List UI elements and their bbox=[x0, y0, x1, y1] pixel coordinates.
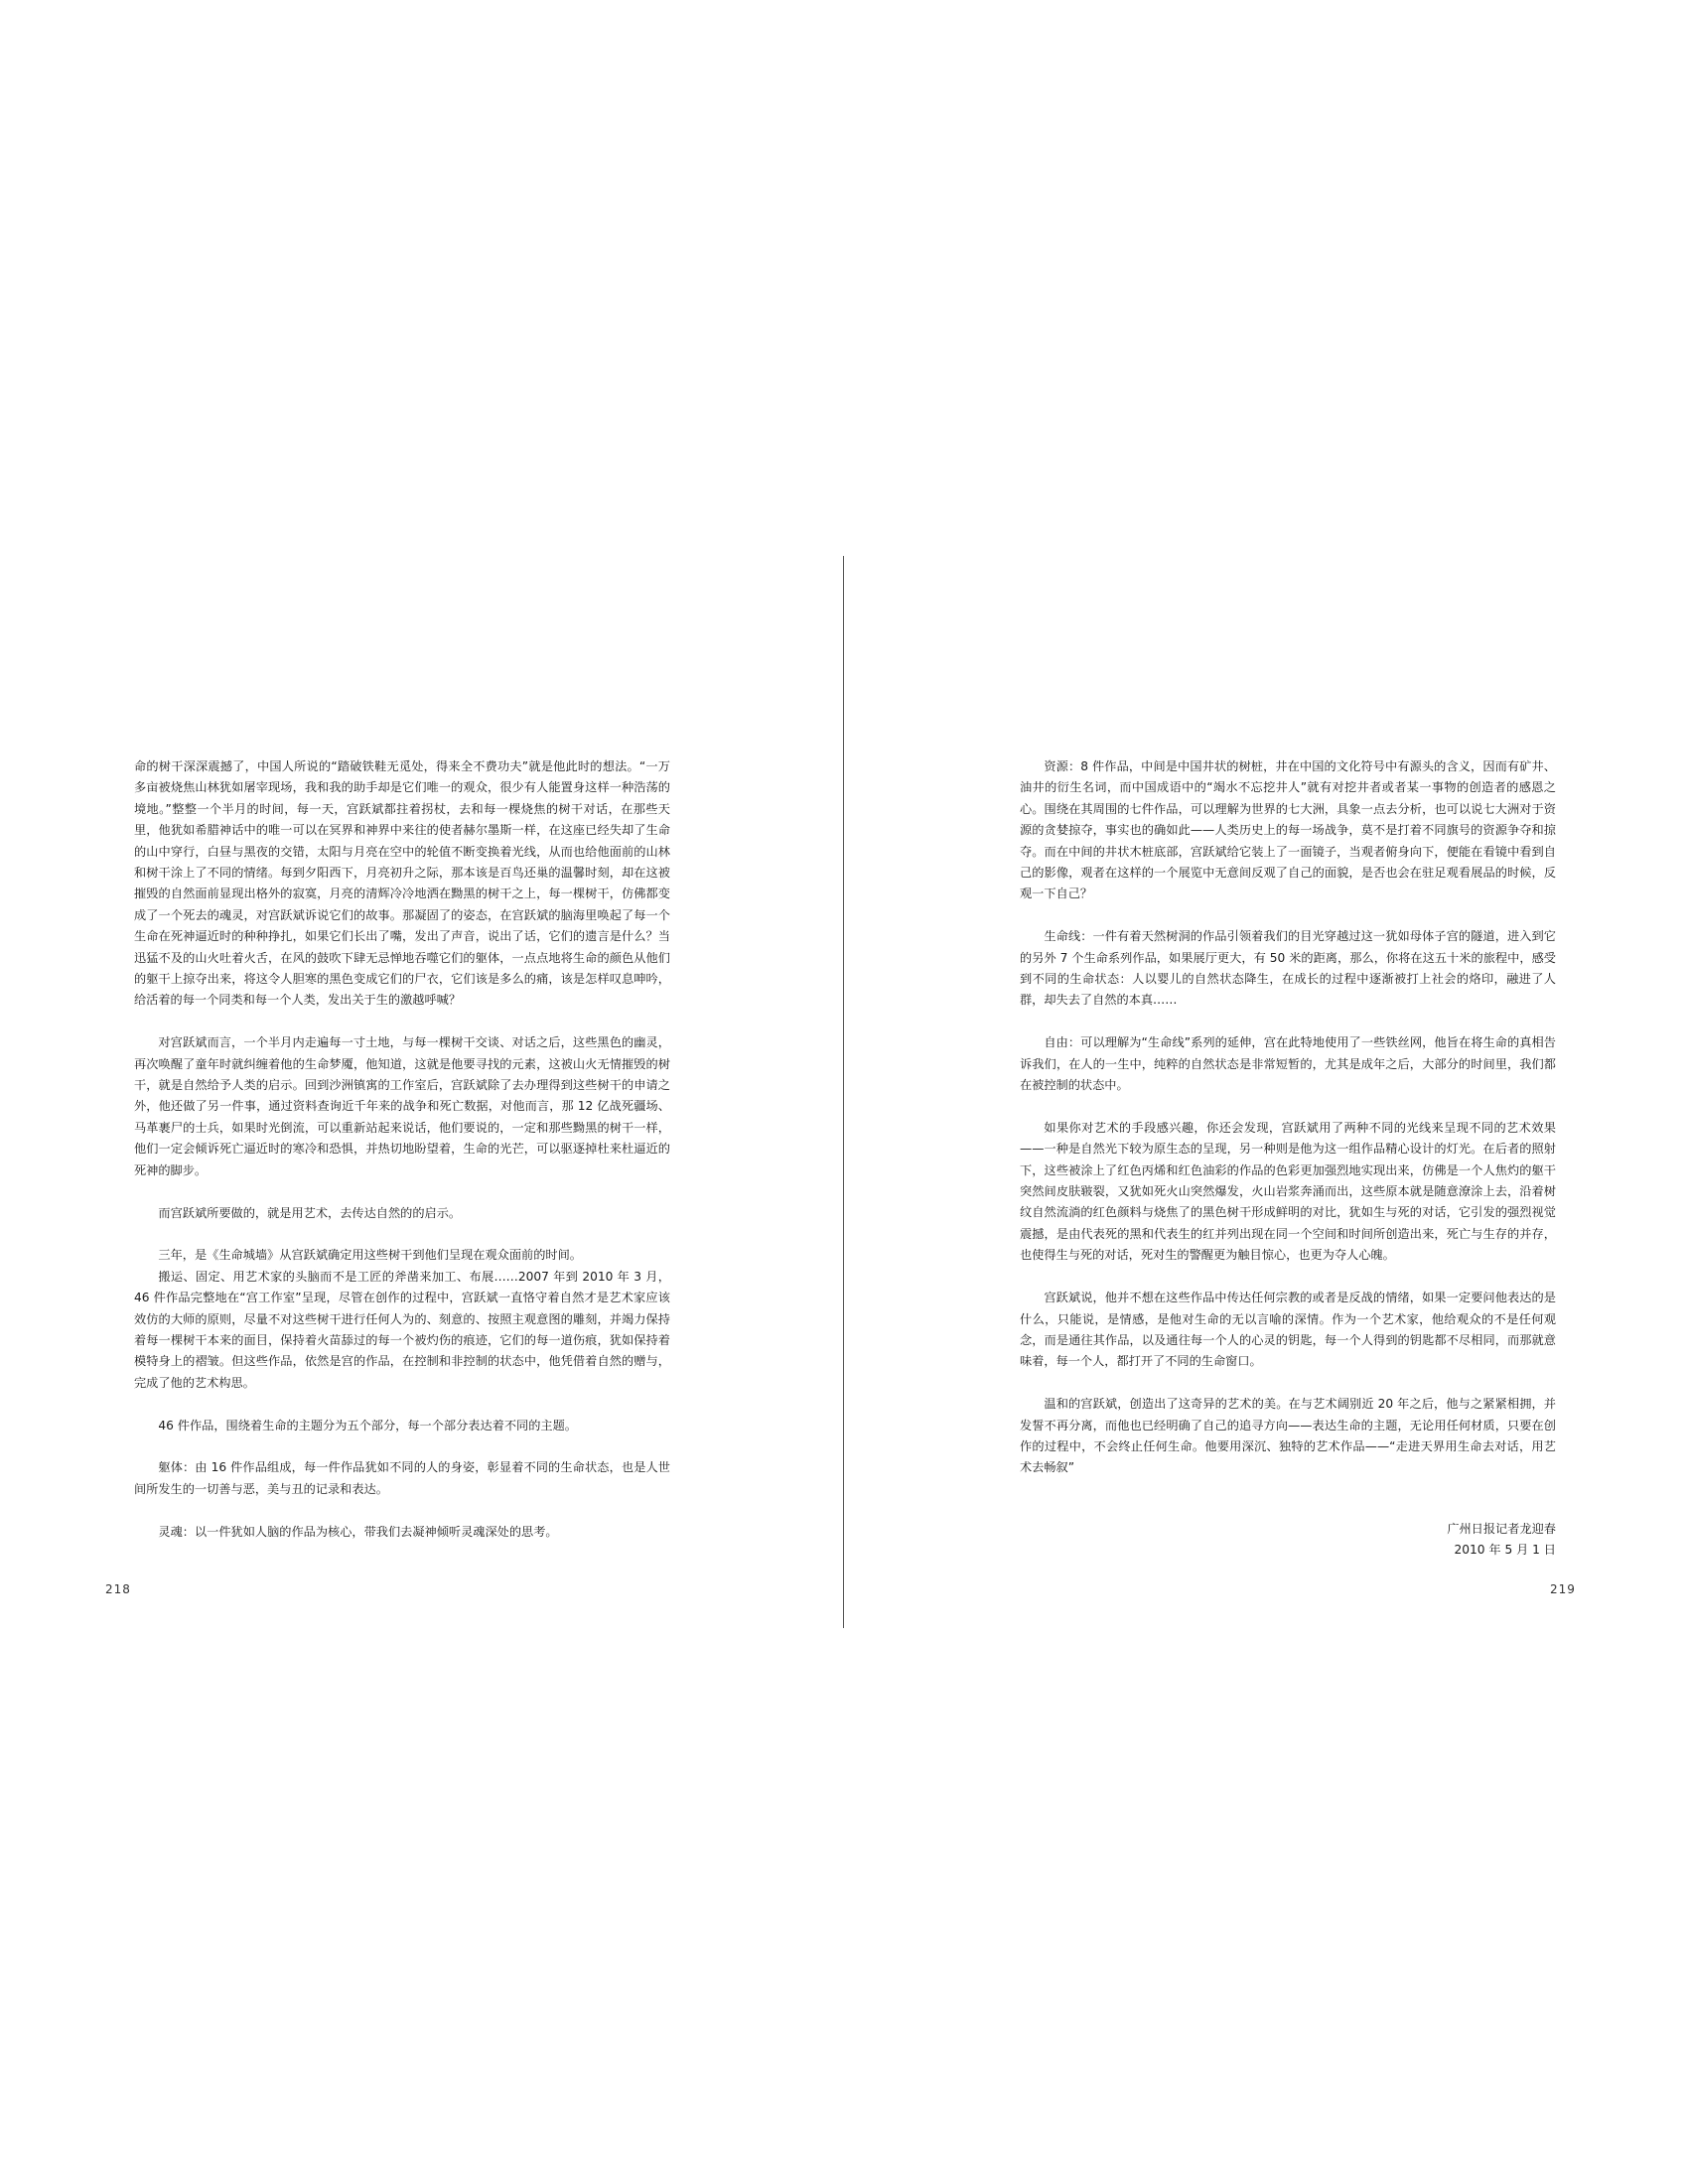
paragraph: 对宫跃斌而言，一个半月内走遍每一寸土地，与每一棵树干交谈、对话之后，这些黑色的幽灵，再次唤醒了童年时就纠缠着他的生命梦魇，他知道，这就是他要寻找的元素，这被山火无情摧毁的树干，就是自然给予人类的启示。回到沙洲镇寓的工作室后，宫跃斌除了去办理得到这些树干的申请之外，他还做了另一件事，通过资料查询近千年来的战争和死亡数据，对他而言，那 12 亿战死疆场、马革裹尸的士兵，如果时光倒流，可以重新站起来说话，他们要说的，一定和那些黝黑的树干一样，他们一定会倾诉死亡逼近时的寒冷和恐惧，并热切地盼望着，生命的光芒，可以驱逐掉杜来杜逼近的死神的脚步。 bbox=[134, 1035, 670, 1177]
paragraph: 生命线：一件有着天然树洞的作品引领着我们的目光穿越过这一犹如母体子宫的隧道，进入到它的另外 7 个生命系列作品，如果展厅更大，有 50 米的距离，那么，你将在这五十米的旅程中，感受到不同的生命状态：人以婴儿的自然状态降生，在成长的过程中逐渐被打上社会的烙印，融进了人群，却失去了自然的本真…… bbox=[1020, 929, 1556, 1008]
paragraph: 宫跃斌说，他并不想在这些作品中传达任何宗教的或者是反战的情绪，如果一定要问他表达的是什么，只能说，是情感，是他对生命的无以言喻的深情。作为一个艺术家，他给观众的不是任何观念，而是通往其作品，以及通往每一个人的心灵的钥匙，每一个人得到的钥匙都不尽相同，而那就意味着，每一个人，都打开了不同的生命窗口。 bbox=[1020, 1291, 1556, 1369]
signature-author: 广州日报记者龙迎春 bbox=[1447, 1522, 1556, 1536]
paragraph: 温和的宫跃斌，创造出了这奇异的艺术的美。在与艺术阔别近 20 年之后，他与之紧紧相拥，并发誓不再分离，而他也已经明确了自己的追寻方向——表达生命的主题，无论用任何材质，只要在创作的过程中，不会终止任何生命。他要用深沉、独特的艺术作品——“走进天界用生命去对话，用艺术去畅叙” bbox=[1020, 1397, 1556, 1475]
paragraph: 资源：8 件作品，中间是中国井状的树桩，井在中国的文化符号中有源头的含义，因而有矿井、油井的衍生名词，而中国成语中的“竭水不忘挖井人”就有对挖井者或者某一事物的创造者的感恩之心。围绕在其周围的七件作品，可以理解为世界的七大洲，具象一点去分析，也可以说七大洲对于资源的贪婪掠夺，事实也的确如此——人类历史上的每一场战争，莫不是打着不同旗号的资源争夺和掠夺。而在中间的井状木桩底部，宫跃斌给它装上了一面镜子，当观者俯身向下，便能在看镜中看到自己的影像，观者在这样的一个展览中无意间反观了自己的面貌，是否也会在驻足观看展品的时候，反观一下自己？ bbox=[1020, 759, 1556, 901]
paragraph: 46 件作品，围绕着生命的主题分为五个部分，每一个部分表达着不同的主题。 bbox=[158, 1418, 577, 1433]
article-signature bbox=[1020, 1519, 1556, 1562]
paragraph: 自由：可以理解为“生命线”系列的延伸，宫在此特地使用了一些铁丝网，他旨在将生命的真相告诉我们，在人的一生中，纯粹的自然状态是非常短暂的，尤其是成年之后，大部分的时间里，我们都在被控制的状态中。 bbox=[1020, 1035, 1556, 1093]
page-spine-divider bbox=[843, 556, 844, 1628]
paragraph: 躯体：由 16 件作品组成，每一件作品犹如不同的人的身姿，彰显着不同的生命状态，也是人世间所发生的一切善与恶，美与丑的记录和表达。 bbox=[134, 1460, 670, 1496]
right-page-text bbox=[1020, 756, 1556, 1500]
signature-date: 2010 年 5 月 1 日 bbox=[1454, 1543, 1556, 1558]
paragraph: 命的树干深深震撼了，中国人所说的“踏破铁鞋无觅处，得来全不费功夫”就是他此时的想法。“一万多亩被烧焦山林犹如屠宰现场，我和我的助手却是它们唯一的观众，很少有人能置身这样一种浩荡的境地。”整整一个半月的时间，每一天，宫跃斌都拄着拐杖，去和每一棵烧焦的树干对话，在那些天里，他犹如希腊神话中的唯一可以在冥界和神界中来往的使者赫尔墨斯一样，在这座已经失却了生命的山中穿行，白昼与黑夜的交错，太阳与月亮在空中的轮值不断变换着光线，从而也给他面前的山林和树干涂上了不同的情绪。每到夕阳西下，月亮初升之际，那本该是百鸟还巢的温馨时刻，却在这被摧毁的自然面前显现出格外的寂寞，月亮的清辉冷冷地洒在黝黑的树干之上，每一棵树干，仿佛都变成了一个死去的魂灵，对宫跃斌诉说它们的故事。那凝固了的姿态，在宫跃斌的脑海里唤起了每一个生命在死神逼近时的种种挣扎，如果它们长出了嘴，发出了声音，说出了话，它们的遗言是什么？当迅猛不及的山火吐着火舌，在风的鼓吹下肆无忌惮地吞噬它们的躯体，一点点地将生命的颜色从他们的躯干上掠夺出来，将这令人胆寒的黑色变成它们的尸衣，它们该是多么的痛，该是怎样叹息呻吟，给活着的每一个同类和每一个人类，发出关于生的激越呼喊？ bbox=[134, 759, 670, 1008]
paragraph: 三年，是《生命城墙》从宫跃斌确定用这些树干到他们呈现在观众面前的时间。 bbox=[158, 1248, 582, 1263]
page-number-right: 219 bbox=[1550, 1582, 1576, 1596]
paragraph: 如果你对艺术的手段感兴趣，你还会发现，宫跃斌用了两种不同的光线来呈现不同的艺术效果——一种是自然光下较为原生态的呈现，另一种则是他为这一组作品精心设计的灯光。在后者的照射下，这些被涂上了红色丙烯和红色油彩的作品的色彩更加强烈地实现出来，仿佛是一个人焦灼的躯干突然间皮肤皲裂，又犹如死火山突然爆发，火山岩浆奔涌而出，这些原本就是随意潦涂上去，沿着树纹自然流淌的红色颜料与烧焦了的黑色树干形成鲜明的对比，犹如生与死的对话，它引发的强烈视觉震撼，是由代表死的黑和代表生的红并列出现在同一个空间和时间所创造出来，死亡与生存的并存，也使得生与死的对话，死对生的警醒更为触目惊心，也更为夺人心魄。 bbox=[1020, 1120, 1556, 1263]
paragraph: 搬运、固定、用艺术家的头脑而不是工匠的斧凿来加工、布展……2007 年到 2010 年 3 月，46 件作品完整地在“宫工作室”呈现，尽管在创作的过程中，宫跃斌一直恪守着自然才是艺术家应该效仿的大师的原则，尽量不对这些树干进行任何人为的、刻意的、按照主观意图的雕刻，并竭力保持着每一棵树干本来的面目，保持着火苗舔过的每一个被灼伤的痕迹，它们的每一道伤痕，犹如保持着模特身上的褶皱。但这些作品，依然是宫的作品，在控制和非控制的状态中，他凭借着自然的赠与，完成了他的艺术构思。 bbox=[134, 1269, 670, 1390]
left-page-text bbox=[134, 756, 670, 1564]
page-number-left: 218 bbox=[105, 1582, 131, 1596]
paragraph: 而宫跃斌所要做的，就是用艺术，去传达自然的的启示。 bbox=[158, 1205, 462, 1220]
paragraph: 灵魂：以一件犹如人脑的作品为核心，带我们去凝神倾听灵魂深处的思考。 bbox=[158, 1524, 558, 1539]
